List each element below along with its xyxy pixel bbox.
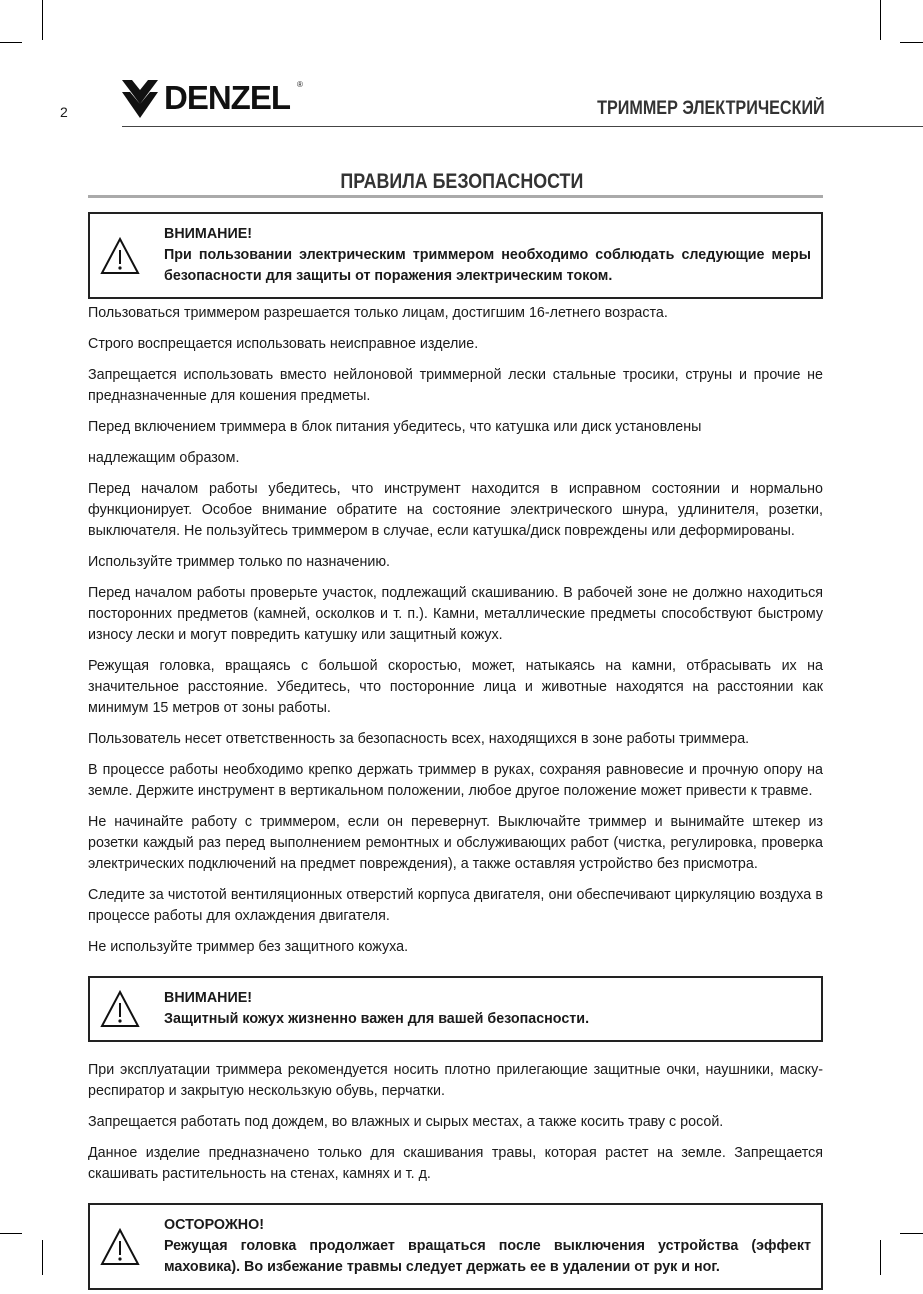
crop-mark [42, 0, 43, 40]
warning-box [88, 976, 823, 1042]
product-title: ТРИММЕР ЭЛЕКТРИЧЕСКИЙ [597, 98, 825, 119]
paragraph-group [88, 303, 823, 958]
paragraph: При эксплуатации триммера рекомендуется носить плотно прилегающие защитные очки, наушники, маску-респиратор и закрытую нескользкую обувь, перчатки. [88, 1062, 823, 1099]
paragraph: Не начинайте работу с триммером, если он перевернут. Выключайте триммер и вынимайте штекер из розетки каждый раз перед выполнением ремонтных и обслуживающих работ (чистка, регулировка, проверка электрических подключений на предмет повреждения), а также оставляя устройство без присмотра. [88, 814, 823, 872]
paragraph: Перед включением триммера в блок питания убедитесь, что катушка или диск установлены [88, 419, 702, 435]
paragraph: Следите за чистотой вентиляционных отверстий корпуса двигателя, они обеспечивают циркуляцию воздуха в процессе работы для охлаждения двигателя. [88, 887, 823, 924]
warning-text: Защитный кожух жизненно важен для вашей безопасности. [164, 1011, 590, 1027]
crop-mark [0, 42, 22, 43]
paragraph: надлежащим образом. [88, 450, 240, 466]
caution-heading: ОСТОРОЖНО! [164, 1217, 264, 1233]
warning-heading: ВНИМАНИЕ! [164, 226, 253, 242]
brand-logo [122, 78, 303, 118]
paragraph-group [88, 1060, 823, 1185]
brand-name: DENZEL [164, 79, 290, 116]
logo-mark-icon [122, 78, 158, 118]
header-divider [122, 126, 923, 127]
paragraph: Пользоваться триммером разрешается только лицам, достигшим 16-летнего возраста. [88, 305, 668, 321]
paragraph: Перед началом работы проверьте участок, подлежащий скашиванию. В рабочей зоне не должно находиться посторонних предметов (камней, осколков и т. п.). Камни, металлические предметы способствуют быстрому износу лески и могут повредить катушку или защитный кожух. [88, 585, 823, 643]
paragraph: Запрещается работать под дождем, во влажных и сырых местах, а также косить траву с росой. [88, 1114, 724, 1130]
crop-mark [880, 0, 881, 40]
crop-mark [900, 42, 923, 43]
registered-mark: ® [297, 80, 303, 89]
paragraph: Запрещается использовать вместо нейлоновой триммерной лески стальные тросики, струны и прочие не предназначенные для кошения предметы. [88, 367, 823, 404]
warning-icon [100, 989, 140, 1029]
paragraph: Перед началом работы убедитесь, что инструмент находится в исправном состоянии и нормально функционирует. Особое внимание обратите на состояние электрического шнура, удлинителя, розетки, выключателя. Не пользуйтесь триммером в случае, если катушка/диск повреждены или деформированы. [88, 481, 823, 539]
crop-mark [42, 1240, 43, 1275]
warning-icon [100, 236, 140, 276]
paragraph: Режущая головка, вращаясь с большой скоростью, может, натыкаясь на камни, отбрасывать их на значительное расстояние. Убедитесь, что посторонние лица и животные находятся на расстоянии как минимум 15 метров от зоны работы. [88, 658, 823, 716]
crop-mark [880, 1240, 881, 1275]
crop-mark [0, 1233, 22, 1234]
paragraph: Данное изделие предназначено только для скашивания травы, которая растет на земле. Запрещается скашивать растительность на стенах, камнях и т. д. [88, 1145, 823, 1182]
warning-text: При пользовании электрическим триммером необходимо соблюдать следующие меры безопасности для защиты от поражения электрическим током. [164, 247, 811, 284]
warning-heading: ВНИМАНИЕ! [164, 990, 253, 1006]
warning-icon [100, 1227, 140, 1267]
page-title-text: ПРАВИЛА БЕЗОПАСНОСТИ [340, 170, 583, 193]
paragraph: В процессе работы необходимо крепко держать триммер в руках, сохраняя равновесие и прочную опору на земле. Держите инструмент в вертикальном положении, любое другое положение может привести к травме. [88, 762, 823, 799]
content [88, 212, 823, 1294]
paragraph: Строго воспрещается использовать неисправное изделие. [88, 336, 479, 352]
page-title [0, 170, 923, 194]
title-rule [88, 195, 823, 198]
caution-text: Режущая головка продолжает вращаться после выключения устройства (эффект маховика). Во избежание травмы следует держать ее в удалении от рук и ног. [164, 1238, 811, 1275]
paragraph: Не используйте триммер без защитного кожуха. [88, 939, 409, 955]
crop-mark [900, 1233, 923, 1234]
paragraph: Используйте триммер только по назначению. [88, 554, 391, 570]
page-number: 2 [60, 104, 68, 120]
warning-box [88, 212, 823, 299]
caution-box [88, 1203, 823, 1290]
paragraph: Пользователь несет ответственность за безопасность всех, находящихся в зоне работы триммера. [88, 731, 750, 747]
